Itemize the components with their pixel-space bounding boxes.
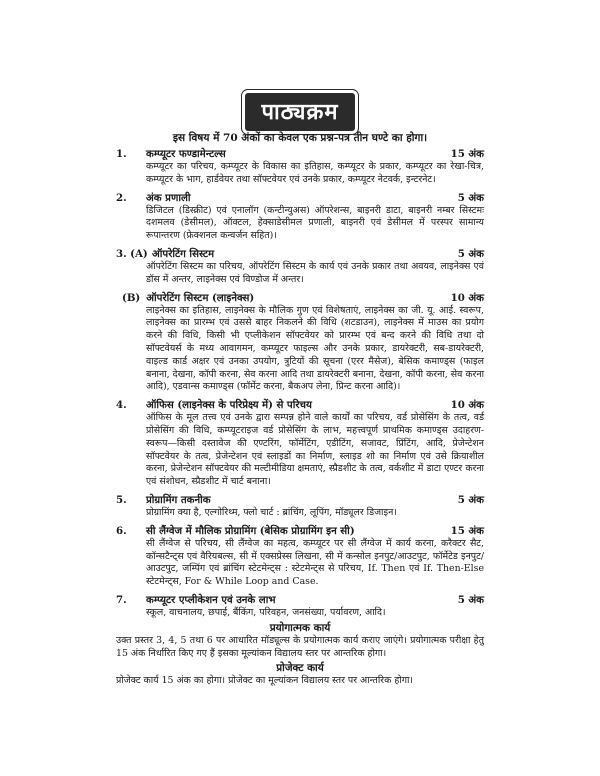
section-heading [116, 398, 484, 412]
section-heading [116, 593, 484, 607]
section-body: सी लैंग्वेज से परिचय, सी लैंग्वेज का महत्व, कम्प्यूटर पर सी लैंग्वेज में कार्य करना, करैक्टर सैट, कॉन्सटैन्ट्स एवं वैरियबल्स, सी में एक्सप्रेस्स लिखना, सी में कन्सोल इनपुट/आउटपुट, फॉर्मेटेड इनपुट/आउटपुट, जम्पिंग एवं ब्रांचिंग स्टेटमेन्ट्स : स्टेटमेन्ट्स से परिचय, If. Then एवं If. Then-Else स्टेटमेन्ट्स, For & While Loop and Case. [146, 537, 484, 588]
section-title: सी लैंग्वेज में मौलिक प्रोग्रामिंग (बेसिक प्रोग्रामिंग इन सी) [146, 524, 355, 537]
section-number: 6. [116, 524, 127, 537]
section-3b [116, 291, 484, 395]
section-marks: 10 अंक [450, 399, 484, 412]
section-4 [116, 398, 484, 489]
section-marks: 10 अंक [450, 291, 484, 304]
section-marks: 5 अंक [457, 593, 484, 606]
section-7 [116, 593, 484, 620]
section-number: 5. [116, 493, 127, 506]
title-wrap [0, 93, 600, 131]
page-title: पाठ्यक्रम [245, 93, 354, 131]
section-body: डिजिटल (डिस्क्रीट) एवं एनालॉग (कन्टीन्युअस) ऑपरेशन्स, बाइनरी डाटा, बाइनरी नम्बर सिस्टमः दशमलव (डेसीमल), ऑक्टल, हेक्साडेसीमल प्रणाली, बाइनरी एवं डेसीमल में परस्पर सामान्य रूपान्तरण (फ्रेक्शनल कन्वर्जन सहित)। [146, 204, 484, 242]
section-title: ऑपरेटिंग सिस्टम [152, 247, 215, 260]
practical-title: प्रयोगात्मक कार्य [269, 621, 331, 634]
section-body: ऑफिस के मूल तत्त्व एवं उनके द्वारा सम्पन्न होने वाले कार्यों का परिचय, वर्ड प्रोसेसिंग के तत्व, वर्ड प्रोसेसिंग की विधि, कम्प्यूटराइज वर्ड प्रोसेसिंग के लाभ, महत्त्वपूर्ण प्राथमिक कमाण्ड्स उदाहरण-स्वरूप—किसी दस्तावेज की एण्टरिंग, फॉर्मेटिंग, एडीटिंग, सजावट, प्रिंटिंग, आदि, प्रेजेन्टेशन सॉफ्टवेयर के तत्व, प्रेजेन्टेशन एवं स्लाइडों का निर्माण, स्लाइड शो का निर्माण एवं उसे क्रियाशील करना, प्रेजेन्टेशन सॉफ्टवेयर की मल्टीमीडिया क्षमताएं, स्प्रैडशीट के तत्व, वर्कशीट में डाटा एण्टर करना एवं संशोधन, स्प्रैडशीट में चार्ट बनाना। [146, 412, 484, 488]
section-heading [116, 524, 484, 538]
section-body: स्कूल, वाचनालय, छपाई, बैंकिंग, परिवहन, जनसंख्या, पर्यावरण, आदि। [146, 606, 386, 618]
section-title: अंक प्रणाली [146, 191, 191, 204]
section-heading [116, 147, 484, 161]
section-2 [116, 191, 484, 243]
section-heading [116, 291, 484, 305]
section-6 [116, 524, 484, 589]
section-marks: 5 अंक [457, 493, 484, 506]
section-title: प्रोग्रामिंग तकनीक [146, 493, 211, 506]
section-marks: 15 अंक [450, 524, 484, 537]
section-number: (B) [122, 291, 141, 304]
section-body: कम्प्यूटर का परिचय, कम्प्यूटर के विकास का इतिहास, कम्प्यूटर के प्रकार, कम्प्यूटर का रेखा-चित्र, कम्प्यूटर के भाग, हार्डवेयर तथा सॉफ्टवेयर एवं उनके प्रकार, कम्प्यूटर नेटवर्क, इन्टरनेट। [146, 161, 484, 185]
section-title: कम्प्यूटर एप्लीकेशन एवं उनके लाभ [146, 593, 276, 606]
section-3a [116, 247, 484, 287]
section-1 [116, 147, 484, 187]
practical-body: उक्त प्रस्तर 3, 4, 5 तथा 6 पर आधारित मॉड्यूल्स के प्रयोगात्मक कार्य कराए जाएंगे। प्रयोगात्मक परीक्षा हेतु 15 अंक निर्धारित किए गए हैं इसका मूल्यांकन विद्यालय स्तर पर आन्तरिक होगा। [116, 634, 484, 659]
section-number: 1. [116, 148, 127, 160]
section-title: कम्प्यूटर फण्डामेन्टल्स [146, 148, 226, 160]
syllabus-content [116, 147, 484, 688]
project-title: प्रोजेक्ट कार्य [276, 662, 324, 675]
section-marks: 5 अंक [457, 247, 484, 260]
section-title: ऑफिस (लाइनेक्स के परिप्रेक्ष्य में) से परिचय [146, 399, 312, 412]
section-body: लाइनेक्स का इतिहास, लाइनेक्स के मौलिक गुण एवं विशेषताएं, लाइनेक्स का जी. यू. आई. स्वरूप, लाइनेक्स का प्रारम्भ एवं उससे बाहर निकलने की विधि (शटडाउन), लाइनेक्स में माउस का प्रयोग करने की विधि, किसी भी एप्लीकेशन सॉफ्टवेयर को प्रारम्भ एवं बन्द करने की विधि तथा दो सॉफ्टवेयर्स के मध्य आवागमन, कम्प्यूटर फाइल्स और उनके प्रकार, डायरेक्टरी, सब-डायरेक्टरी, वाइल्ड कार्ड अक्षर एवं उनका उपयोग, त्रुटियों की सूचना (एरर मैसेज), बेसिक कमाण्ड्स (फाइल बनाना, देखना, कॉपी करना, सेव करना आदि तथा डायरेक्टरी बनाना, देखना, कॉपी करना, सेव करना आदि), एडवान्स कमाण्ड्स (फॉर्मेट करना, बैकअप लेना, प्रिन्ट करना आदि)। [146, 304, 484, 393]
section-number: 4. [116, 399, 127, 412]
section-heading [116, 493, 484, 507]
section-heading [116, 191, 484, 205]
project-body: प्रोजेक्ट कार्य 15 अंक का होगा। प्रोजेक्ट का मूल्यांकन विद्यालय स्तर पर आन्तरिक होगा। [116, 675, 413, 687]
section-marks: 15 अंक [450, 148, 484, 160]
section-title: ऑपरेटिंग सिस्टम (लाइनेक्स) [146, 291, 255, 304]
intro-text: इस विषय में 70 अंकों का केवल एक प्रश्न-पत्र तीन घण्टे का होगा। [172, 132, 428, 144]
section-body: प्रोग्रामिंग क्या है, एल्गोरिथ्म, फ्लो चार्ट : ब्रांचिंग, लूपिंग, मॉड्यूलर डिजाइन। [146, 506, 397, 518]
section-5 [116, 493, 484, 520]
section-number: 7. [116, 593, 127, 606]
section-heading [116, 247, 484, 261]
section-number: 3. (A) [116, 247, 148, 260]
section-body: ऑपरेटिंग सिस्टम का परिचय, ऑपरेटिंग सिस्टम के कार्य एवं उनके प्रकार तथा अवयव, लाइनेक्स एवं डॉस में अन्तर, लाइनेक्स एवं विण्डोज में अन्तर। [146, 260, 484, 285]
section-marks: 5 अंक [457, 191, 484, 204]
section-number: 2. [116, 191, 127, 204]
